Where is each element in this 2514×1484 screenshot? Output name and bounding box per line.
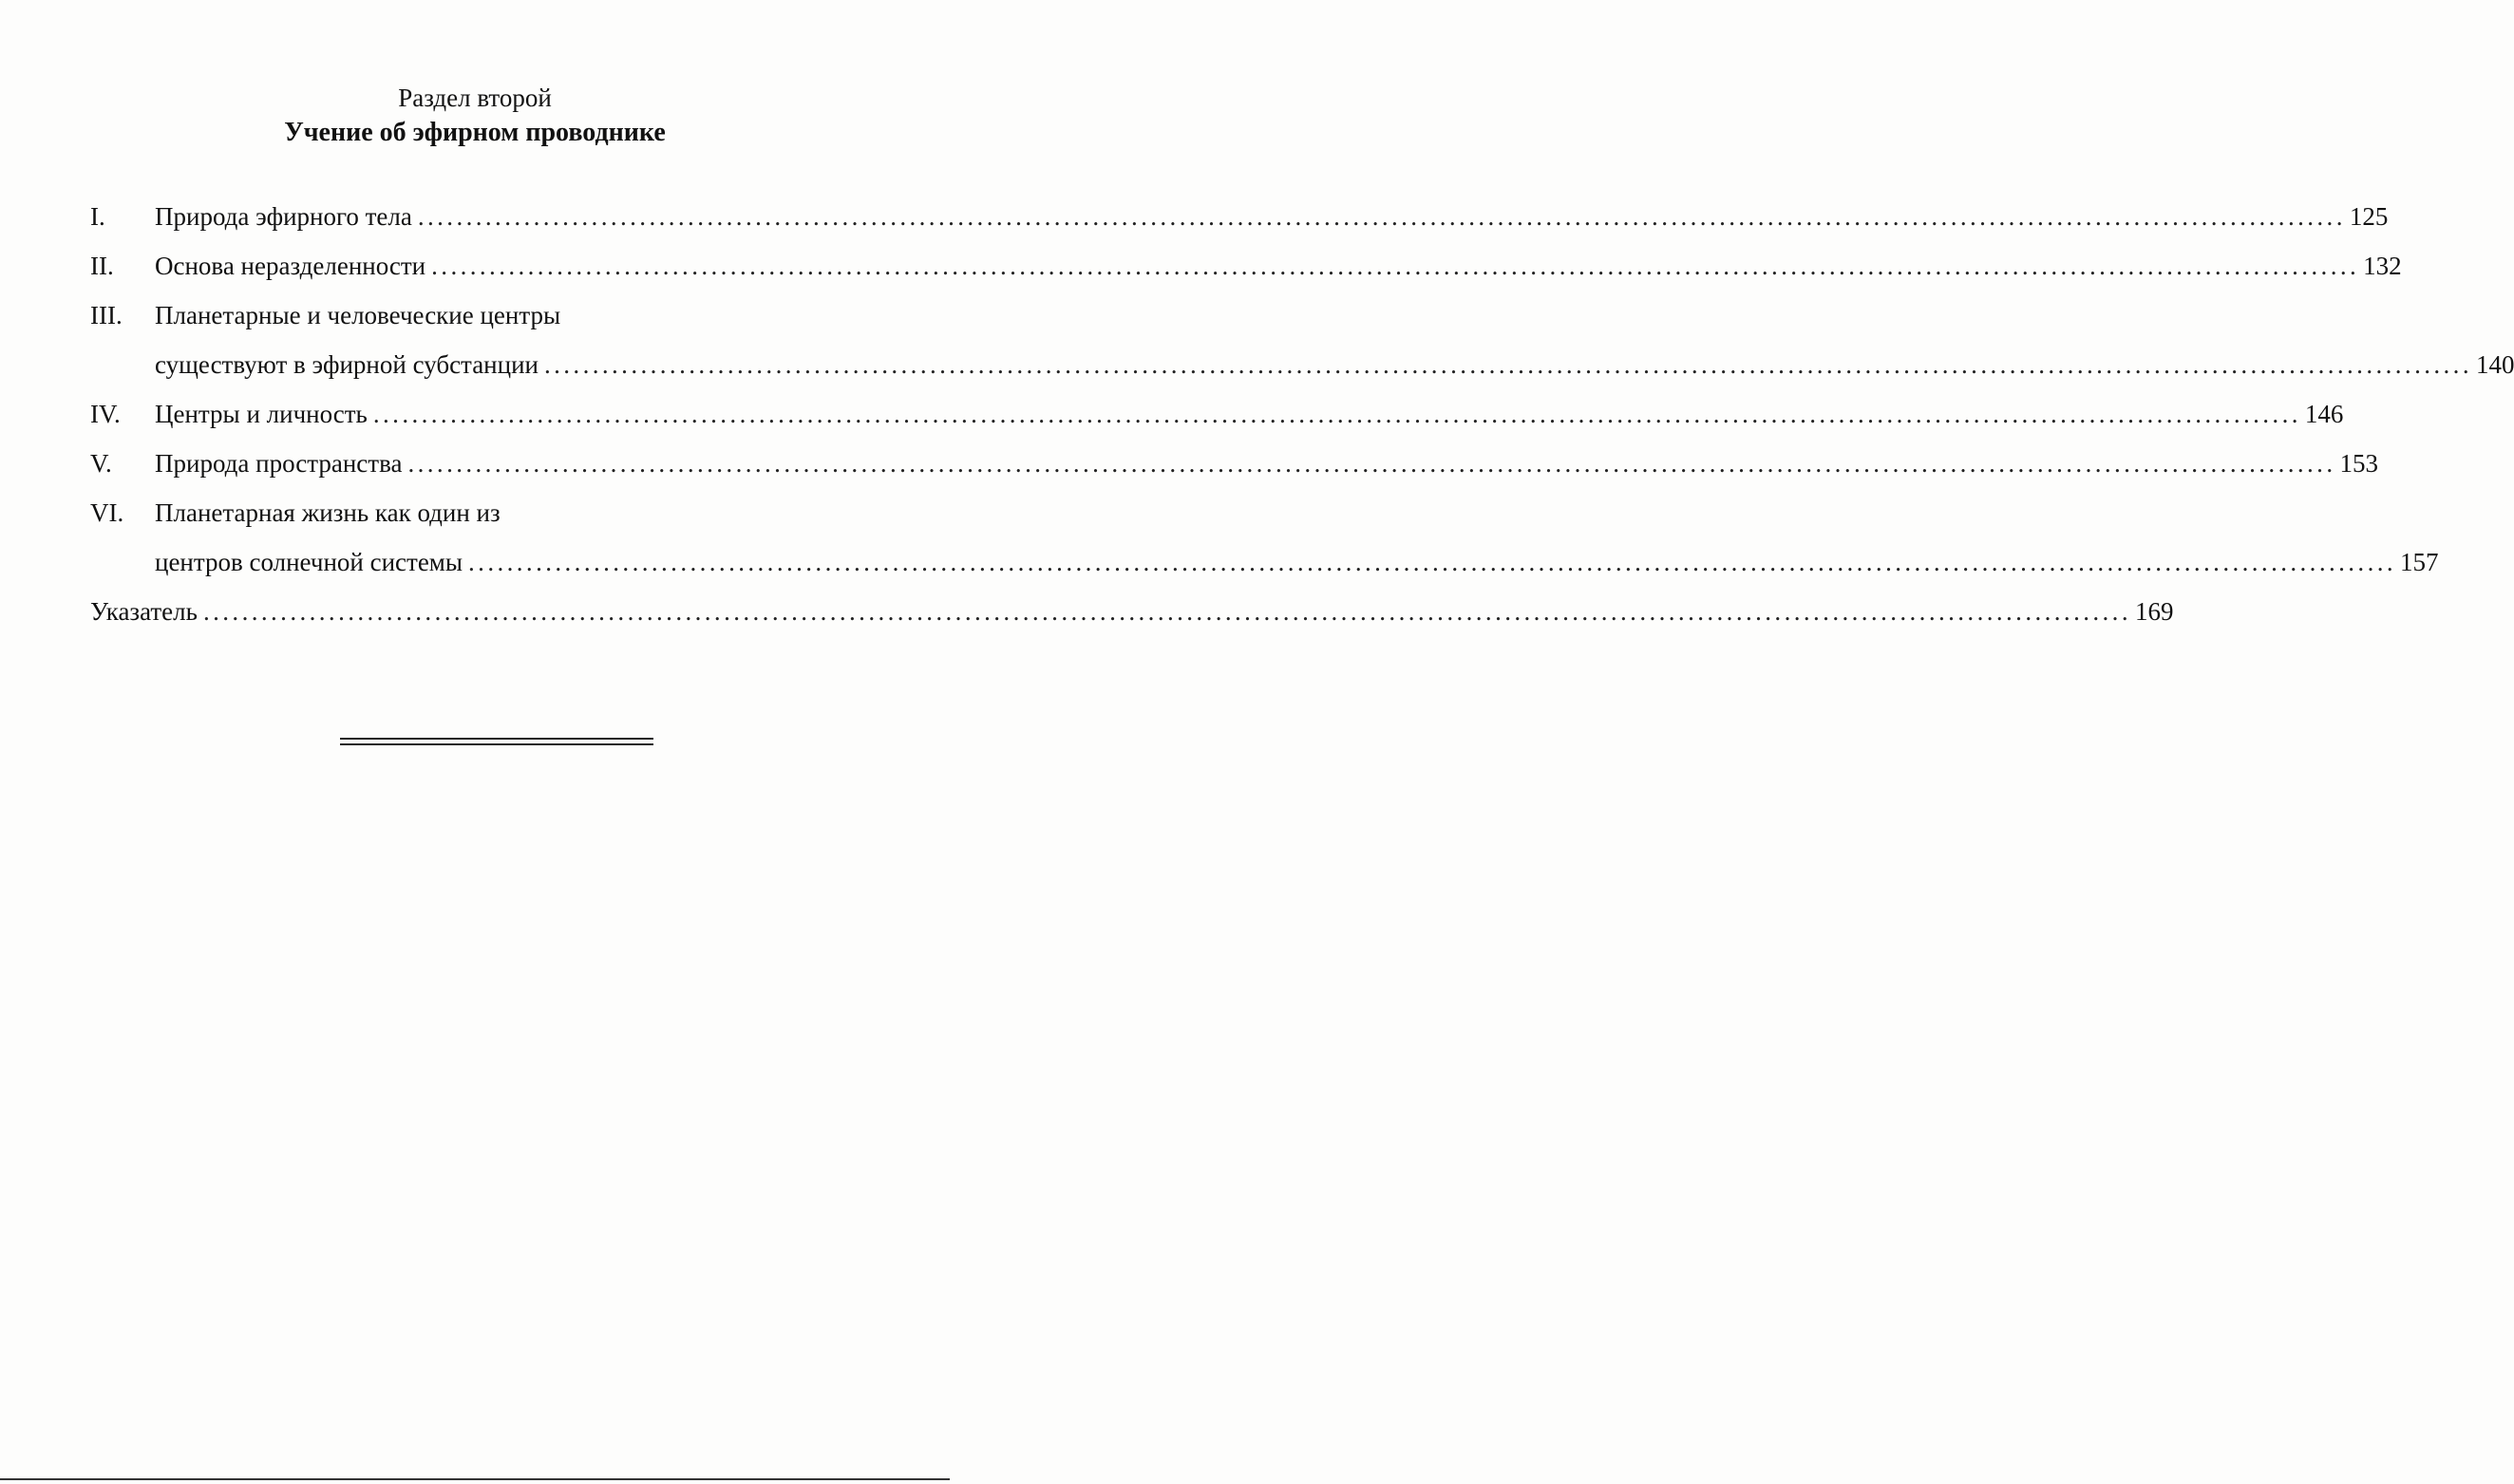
toc-entry-title: Планетарные и человеческие центры: [155, 301, 561, 329]
toc-entry-page: 125: [2349, 202, 2389, 231]
toc-entry-4[interactable]: [90, 395, 2344, 444]
toc-entry-title: Центры и личность: [155, 400, 368, 428]
toc-entry-page: 153: [2339, 449, 2378, 478]
toc-entry-3[interactable]: [90, 296, 899, 346]
toc-entry-1[interactable]: [90, 197, 2389, 247]
toc-entry-title-continued: центров солнечной системы: [155, 548, 463, 576]
toc-entry-page: 157: [2400, 548, 2439, 576]
section-title: Учение об эфирном проводнике: [284, 118, 666, 147]
page-bottom-edge: [0, 1478, 950, 1480]
dot-leader: ........................................................................................................................................................................................................: [202, 597, 2131, 626]
toc-entry-title: Основа неразделенности: [155, 252, 426, 280]
toc-entry-title: Планетарная жизнь как один из: [155, 498, 501, 527]
table-of-contents: [90, 197, 2514, 642]
toc-entry-title: Природа эфирного тела: [155, 202, 412, 231]
section-label: Раздел второй: [398, 84, 552, 112]
toc-entry-6[interactable]: [90, 494, 899, 543]
dot-leader: ........................................................................................................................................................................................................: [468, 548, 2397, 576]
double-rule-divider: [340, 738, 653, 745]
toc-entry-5[interactable]: [90, 444, 2378, 494]
dot-leader: ........................................................................................................................................................................................................: [417, 202, 2346, 231]
toc-entry-index[interactable]: [90, 592, 2174, 642]
toc-entry-2[interactable]: [90, 247, 2402, 296]
dot-leader: ........................................................................................................................................................................................................: [372, 400, 2301, 428]
toc-entry-number: IV.: [90, 400, 121, 428]
toc-entry-3-continuation[interactable]: [90, 346, 2514, 395]
toc-entry-page: 146: [2304, 400, 2344, 428]
toc-entry-6-continuation[interactable]: [90, 543, 2439, 592]
dot-leader: ........................................................................................................................................................................................................: [543, 350, 2472, 379]
toc-entry-page: 140: [2475, 350, 2514, 379]
dot-leader: ........................................................................................................................................................................................................: [407, 449, 2336, 478]
toc-entry-number: II.: [90, 252, 114, 280]
toc-entry-title: Указатель: [90, 597, 198, 626]
toc-entry-page: 132: [2363, 252, 2402, 280]
toc-entry-number: I.: [90, 202, 105, 231]
toc-entry-number: VI.: [90, 498, 124, 527]
toc-entry-number: V.: [90, 449, 112, 478]
toc-entry-title: Природа пространства: [155, 449, 403, 478]
toc-entry-page: 169: [2134, 597, 2174, 626]
toc-entry-number: III.: [90, 301, 123, 329]
toc-entry-title-continued: существуют в эфирной субстанции: [155, 350, 539, 379]
dot-leader: ........................................................................................................................................................................................................: [431, 252, 2360, 280]
